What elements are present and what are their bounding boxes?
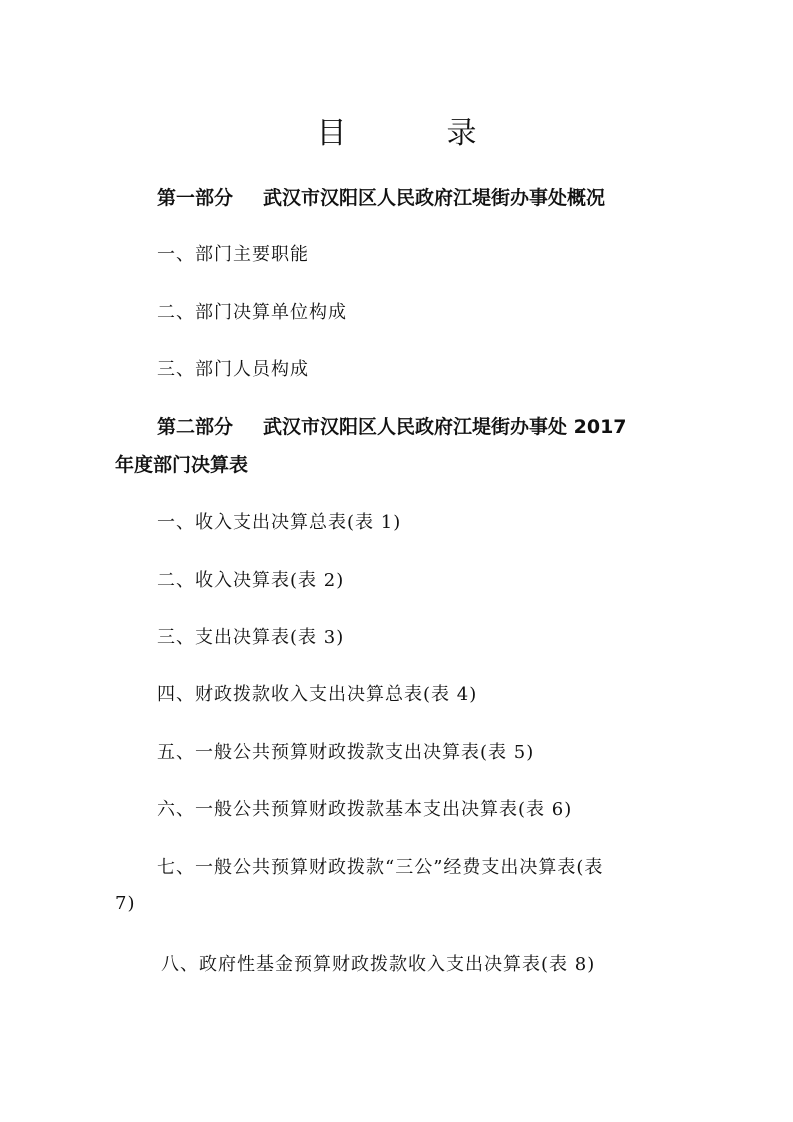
part-1-label: 第一部分 (157, 187, 234, 209)
toc-item: 二、收入决算表(表 2) (157, 570, 345, 591)
title-char-left: 目 (316, 116, 347, 151)
toc-item-continued: 7) (115, 893, 136, 914)
toc-item: 六、一般公共预算财政拨款基本支出决算表(表 6) (157, 799, 573, 820)
part-2-heading (115, 409, 675, 445)
part-2-label: 第二部分 (157, 416, 234, 438)
toc-item: 三、部门人员构成 (157, 359, 309, 380)
toc-item: 一、收入支出决算总表(表 1) (157, 512, 402, 533)
toc-item: 四、财政拨款收入支出决算总表(表 4) (157, 684, 478, 705)
toc-item: 三、支出决算表(表 3) (157, 627, 345, 648)
part-2-heading-continued (115, 447, 675, 483)
page-title (0, 108, 793, 152)
part-1-heading (115, 180, 675, 216)
toc-item: 八、政府性基金预算财政拨款收入支出决算表(表 8) (161, 954, 596, 975)
part-1-name: 武汉市汉阳区人民政府江堤街办事处概况 (263, 187, 606, 209)
toc-item: 七、一般公共预算财政拨款“三公”经费支出决算表(表 (157, 857, 604, 878)
part-2-name-continued: 年度部门决算表 (115, 454, 249, 476)
toc-item: 二、部门决算单位构成 (157, 302, 347, 323)
toc-item: 一、部门主要职能 (157, 244, 309, 265)
title-char-right: 录 (446, 116, 477, 151)
toc-item: 五、一般公共预算财政拨款支出决算表(表 5) (157, 742, 535, 763)
part-2-name: 武汉市汉阳区人民政府江堤街办事处 2017 (263, 416, 627, 438)
